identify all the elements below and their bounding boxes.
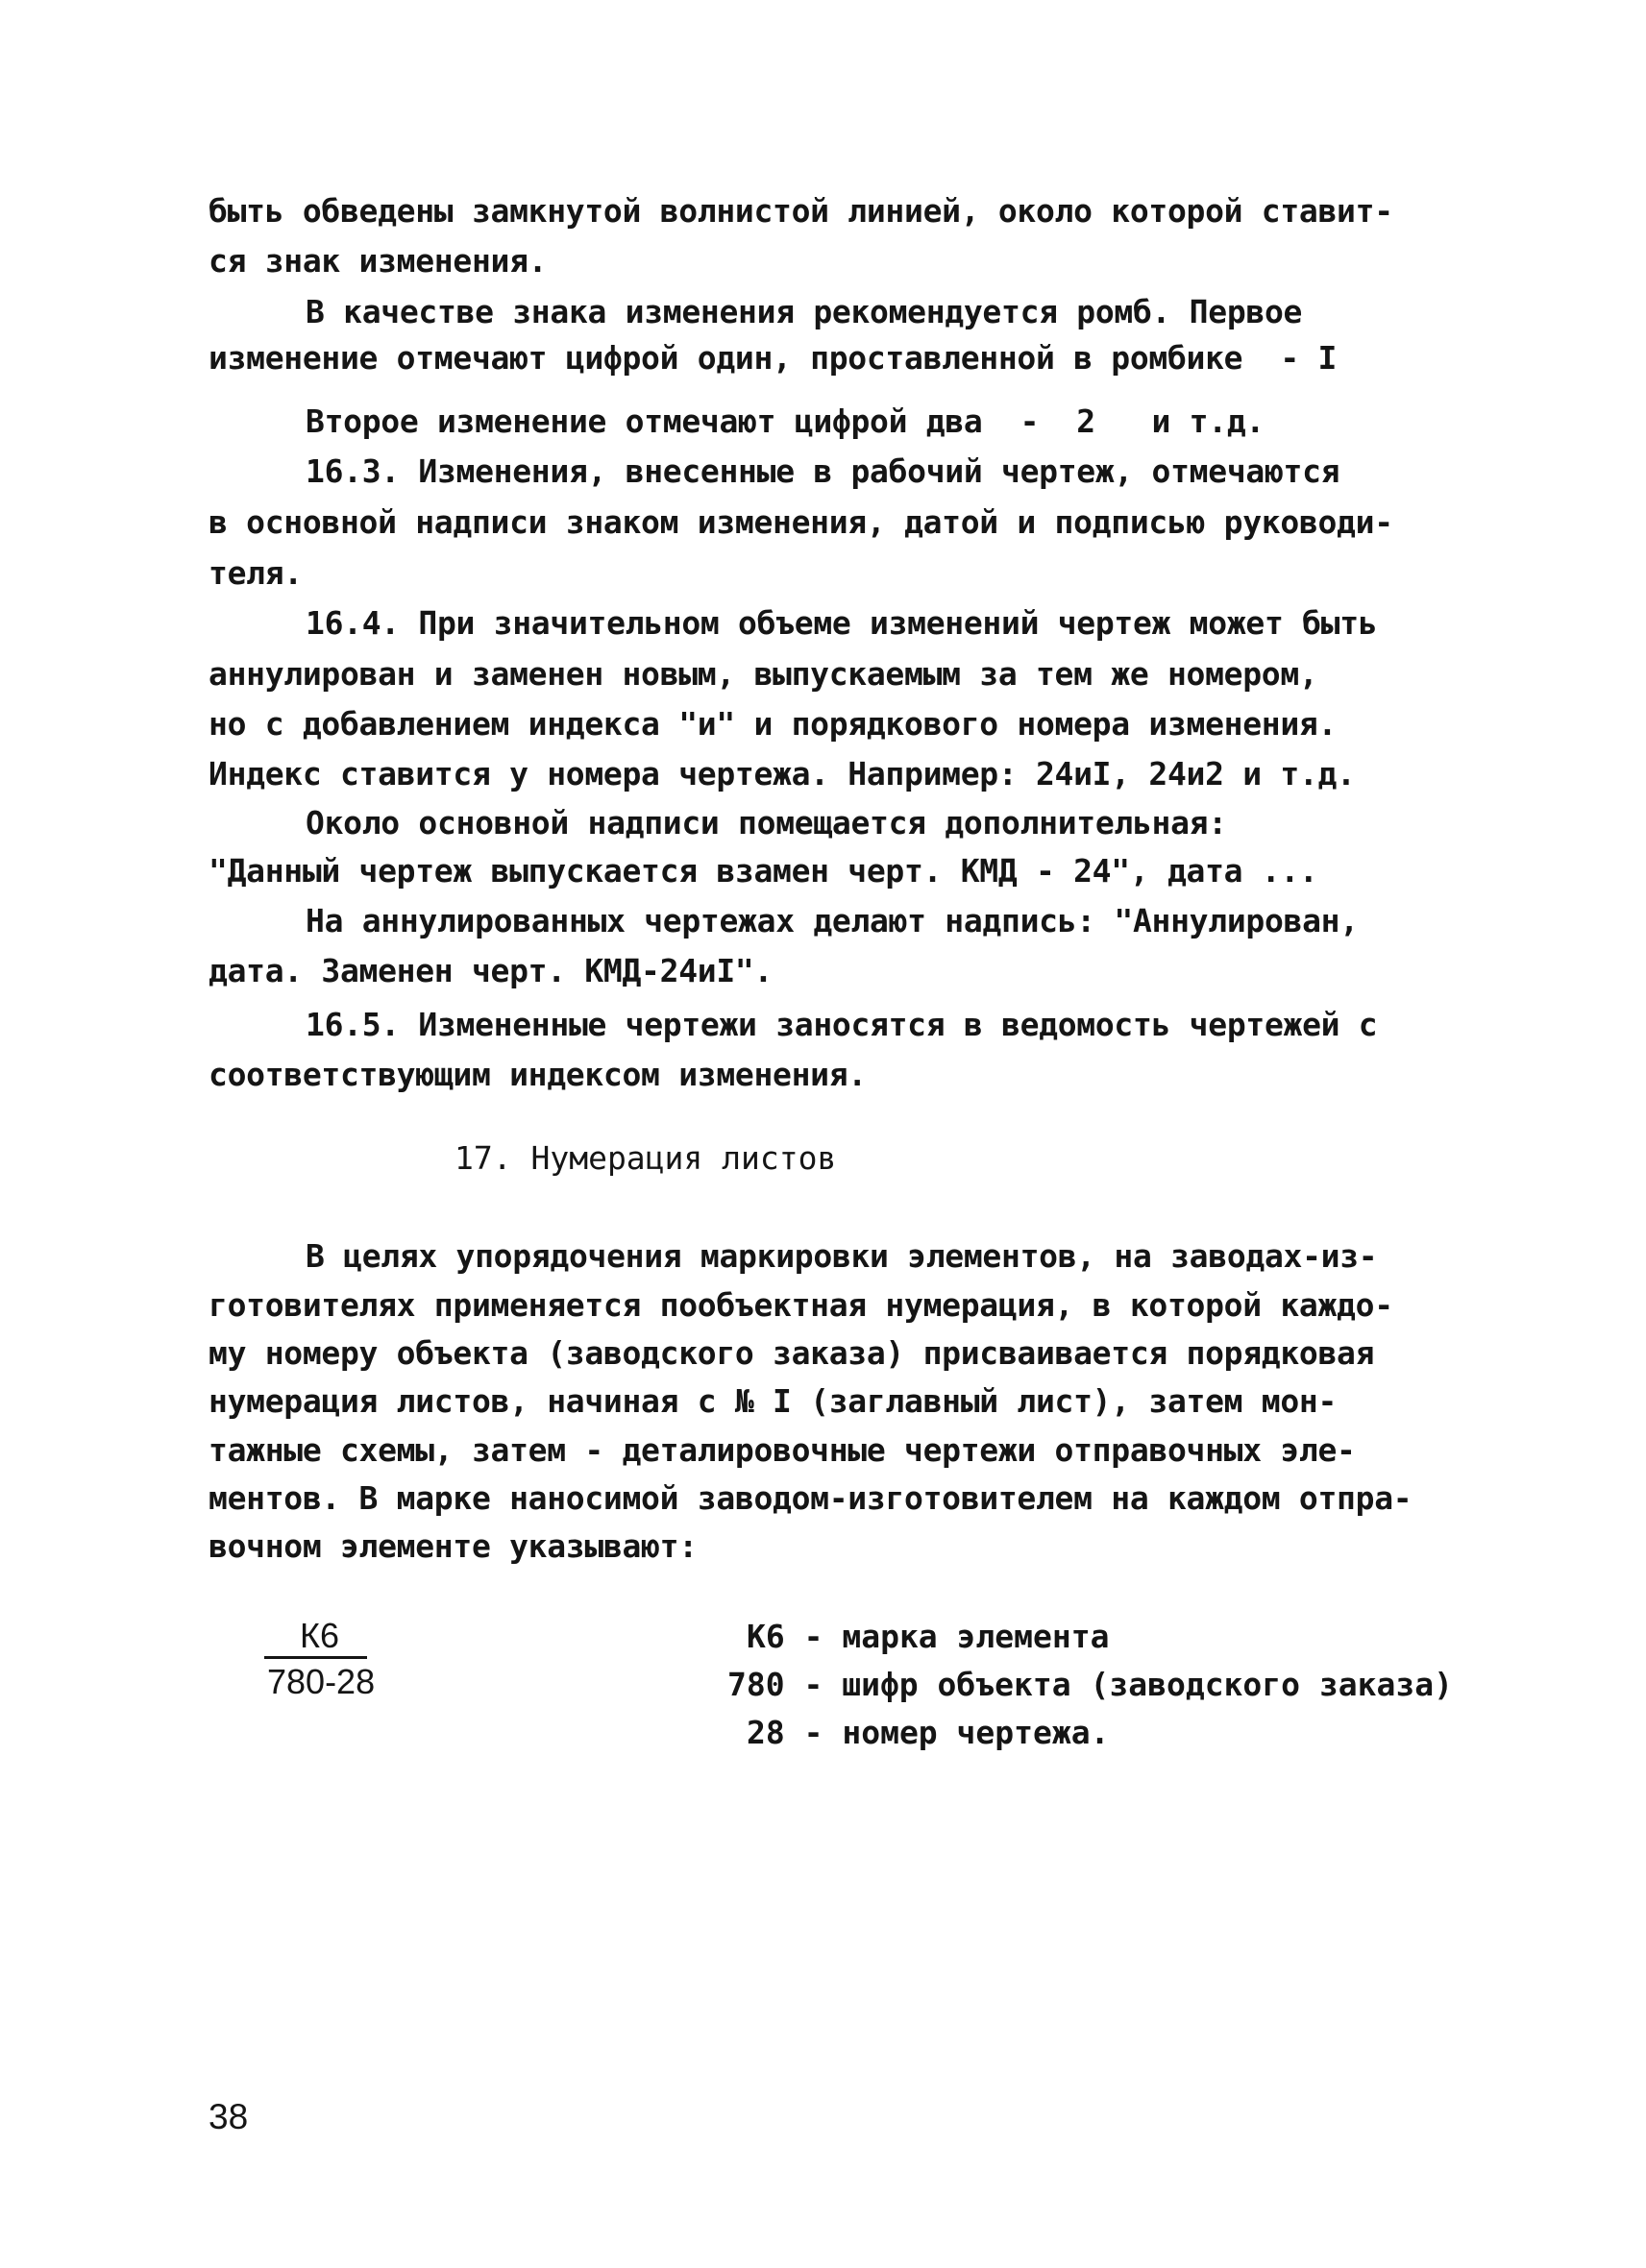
section-heading: 17. Нумерация листов [454,1139,837,1177]
text-line: дата. Заменен черт. КМД-24иI". [209,952,774,989]
text-line: Индекс ставится у номера чертежа. Например: 24иI, 24и2 и т.д. [209,755,1356,793]
legend-row: К6 - марка элемента [747,1618,1110,1655]
text-line: На аннулированных чертежах делают надпись: "Аннулирован, [306,902,1359,939]
text-line: тажные схемы, затем - деталировочные чертежи отправочных эле- [209,1431,1356,1469]
text-line: изменение отмечают цифрой один, проставленной в ромбике - I [209,339,1338,377]
legend-row: 28 - номер чертежа. [747,1714,1110,1751]
text-line: готовителях применяется пообъектная нумерация, в которой каждо- [209,1286,1393,1324]
text-line: ся знак изменения. [209,242,548,280]
text-line: но с добавлением индекса "и" и порядкового номера изменения. [209,705,1338,743]
mark-numerator: К6 [300,1616,339,1655]
text-line: Около основной надписи помещается дополнительная: [306,804,1227,841]
legend-row: 780 - шифр объекта (заводского заказа) [727,1666,1453,1703]
text-line: в основной надписи знаком изменения, датой и подписью руководи- [209,503,1393,541]
text-line: соответствующим индексом изменения. [209,1056,867,1093]
mark-denominator: 780-28 [267,1662,376,1701]
text-line: нумерация листов, начиная с № I (заглавный лист), затем мон- [209,1382,1338,1420]
text-line: ментов. В марке наносимой заводом-изготовителем на каждом отпра- [209,1479,1413,1517]
text-line: аннулирован и заменен новым, выпускаемым за тем же номером, [209,655,1318,693]
text-line: быть обведены замкнутой волнистой линией, около которой ставит- [209,192,1393,230]
text-line: В качестве знака изменения рекомендуется ромб. Первое [306,293,1303,330]
text-line: му номеру объекта (заводского заказа) присваивается порядковая [209,1334,1375,1372]
mark-fraction-line [264,1656,367,1659]
text-line: 16.4. При значительном объеме изменений чертеж может быть [306,604,1378,642]
text-line: Второе изменение отмечают цифрой два - 2 и т.д. [306,402,1265,440]
text-line: теля. [209,554,303,592]
text-line: 16.3. Изменения, внесенные в рабочий чертеж, отмечаются [306,452,1340,490]
text-line: 16.5. Измененные чертежи заносятся в ведомость чертежей с [306,1006,1378,1043]
text-line: В целях упорядочения маркировки элементов, на заводах-из- [306,1237,1378,1275]
text-line: "Данный чертеж выпускается взамен черт. КМД - 24", дата ... [209,852,1318,890]
text-line: вочном элементе указывают: [209,1527,698,1565]
page-number: 38 [209,2097,249,2136]
